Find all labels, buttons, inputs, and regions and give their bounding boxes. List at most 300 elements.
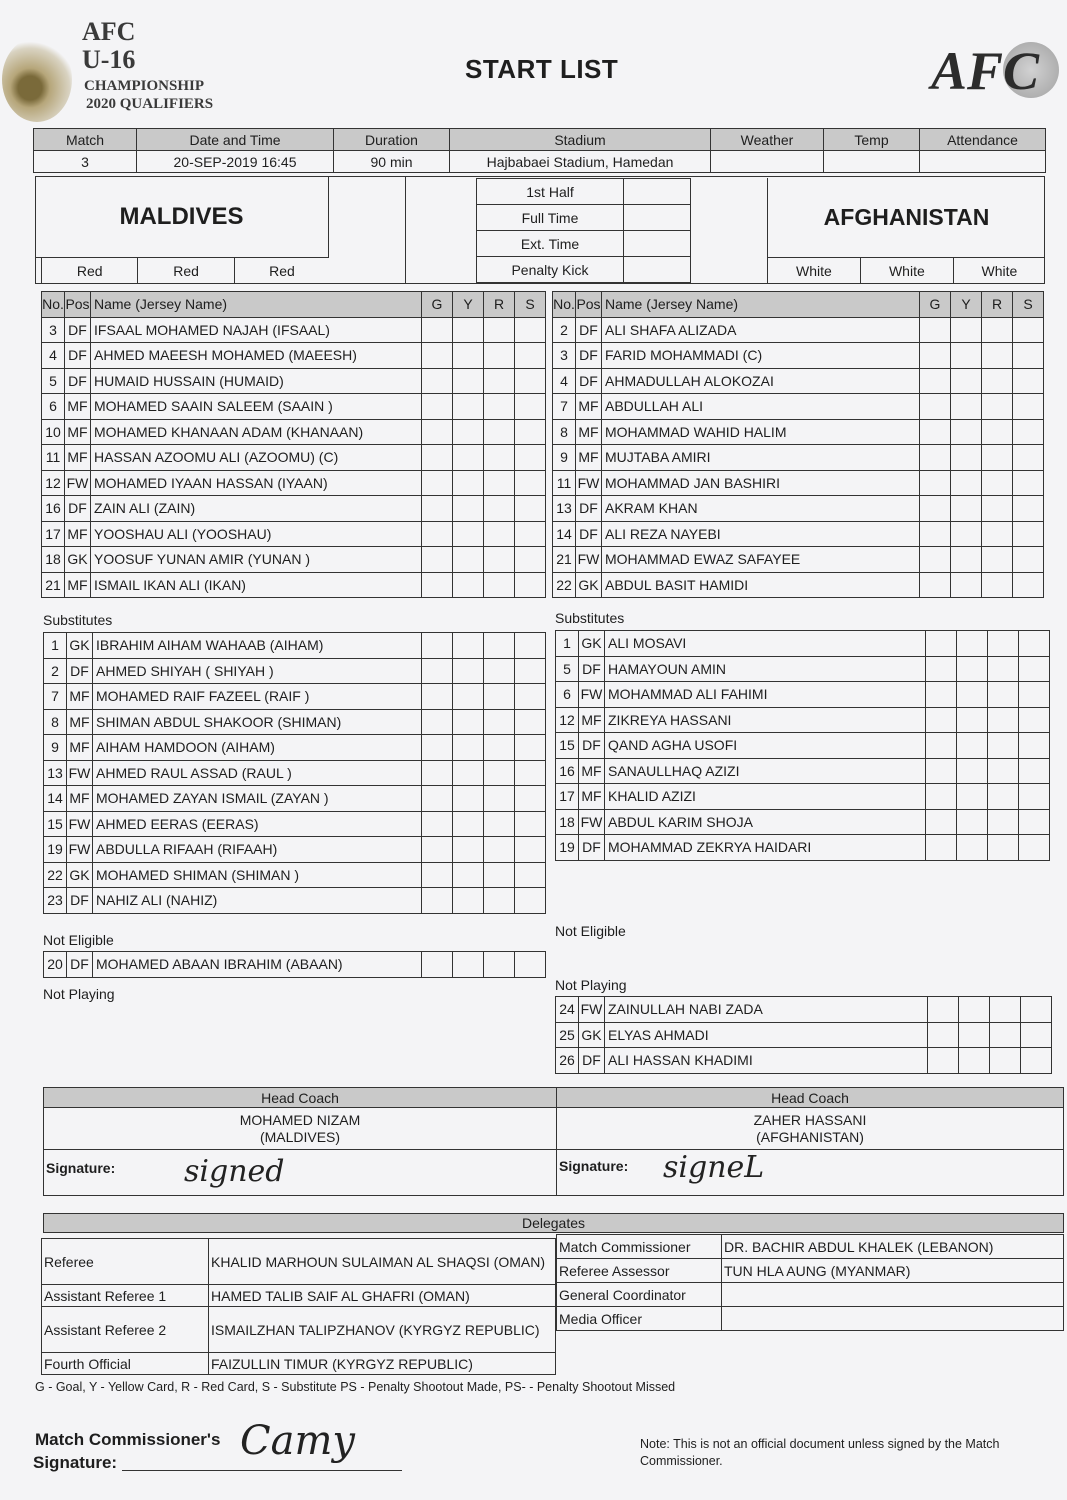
goal-cell [422,888,453,914]
goal-cell [926,809,957,835]
mc-signature-label-2: Signature: [33,1453,118,1472]
match-info-table [33,128,1046,173]
goal-cell [926,682,957,708]
player-name: IBRAHIM AIHAM WAHAAB (AIHAM) [93,633,422,659]
player-number: 19 [44,837,67,863]
red-card-cell [484,521,515,547]
yellow-card-cell [453,521,484,547]
red-card-cell [988,733,1019,759]
afc-logo-text: AFC [931,41,1040,101]
player-number: 9 [44,735,67,761]
player-position: FW [67,837,93,863]
player-name: ABDUL BASIT HAMIDI [602,572,920,598]
substitute-cell [1019,656,1050,682]
player-number: 20 [44,952,67,978]
red-card-cell [484,633,515,659]
player-position: MF [67,684,93,710]
col-header-y: Y [951,292,982,318]
col-header-g: G [920,292,951,318]
home-substitutes-table [43,632,546,914]
player-position: FW [67,811,93,837]
yellow-card-cell [453,658,484,684]
substitute-cell [515,445,546,471]
substitute-cell [515,684,546,710]
player-row [556,707,1050,733]
stadium-header: Stadium [450,129,711,151]
substitute-cell [515,862,546,888]
mc-signature-label-1: Match Commissioner's [35,1430,221,1449]
red-card-cell [982,470,1013,496]
player-number: 5 [556,656,579,682]
player-row [44,888,546,914]
away-signature: signeL [663,1150,765,1185]
player-number: 22 [553,572,576,598]
score-label-ext-time: Ext. Time [477,231,624,257]
player-row [44,709,546,735]
player-row [553,547,1044,573]
away-signature-label: Signature: [559,1158,629,1174]
home-not-eligible-table [43,951,546,978]
ball-emblem-icon [2,37,72,122]
player-name: MOHAMMAD WAHID HALIM [602,419,920,445]
yellow-card-cell [951,470,982,496]
player-row [44,760,546,786]
red-card-cell [484,888,515,914]
logo-line-2: U-16 [82,45,136,74]
goal-cell [422,470,453,496]
yellow-card-cell [951,343,982,369]
yellow-card-cell [957,631,988,657]
goal-cell [926,784,957,810]
mc-signature-line [122,1470,402,1471]
delegates-left-table [41,1238,556,1375]
player-row [553,419,1044,445]
player-position: MF [579,758,605,784]
substitute-cell [515,837,546,863]
delegate-name: KHALID MARHOUN SULAIMAN AL SHAQSI (OMAN) [209,1239,556,1285]
player-position: DF [579,835,605,861]
player-name: AHMADULLAH ALOKOZAI [602,368,920,394]
player-position: MF [65,394,91,420]
substitute-cell [1013,470,1044,496]
red-card-cell [484,394,515,420]
match-temp [824,151,920,173]
player-position: MF [65,572,91,598]
player-number: 21 [553,547,576,573]
player-number: 17 [556,784,579,810]
goal-cell [920,496,951,522]
substitute-cell [1013,343,1044,369]
goal-cell [422,735,453,761]
delegates-right-table [556,1234,1064,1331]
attendance-header: Attendance [920,129,1046,151]
substitute-cell [1013,445,1044,471]
yellow-card-cell [957,835,988,861]
substitute-cell [515,811,546,837]
yellow-card-cell [951,317,982,343]
yellow-card-cell [957,733,988,759]
red-card-cell [982,368,1013,394]
substitute-cell [1021,1048,1052,1074]
yellow-card-cell [951,572,982,598]
player-name: QAND AGHA USOFI [605,733,926,759]
red-card-cell [484,368,515,394]
player-position: FW [576,547,602,573]
red-card-cell [988,631,1019,657]
substitute-cell [1013,317,1044,343]
player-position: MF [67,786,93,812]
player-row [42,445,546,471]
player-position: GK [65,547,91,573]
player-number: 4 [553,368,576,394]
yellow-card-cell [957,758,988,784]
player-row [556,733,1050,759]
delegate-role: Match Commissioner [557,1235,722,1259]
player-name: AKRAM KHAN [602,496,920,522]
player-row [42,368,546,394]
substitute-cell [515,317,546,343]
yellow-card-cell [453,343,484,369]
player-position: MF [579,784,605,810]
substitute-cell [1013,496,1044,522]
yellow-card-cell [453,547,484,573]
goal-cell [422,419,453,445]
substitute-cell [515,419,546,445]
substitute-cell [1019,758,1050,784]
player-row [553,317,1044,343]
player-name: AHMED SHIYAH ( SHIYAH ) [93,658,422,684]
player-position: DF [579,733,605,759]
substitute-cell [515,496,546,522]
player-number: 1 [556,631,579,657]
yellow-card-cell [959,1048,990,1074]
goal-cell [422,952,453,978]
home-starters-table [41,291,546,598]
player-row [44,786,546,812]
duration-header: Duration [334,129,450,151]
col-header-y: Y [453,292,484,318]
yellow-card-cell [951,419,982,445]
red-card-cell [988,784,1019,810]
yellow-card-cell [453,572,484,598]
goal-cell [422,837,453,863]
red-card-cell [484,547,515,573]
home-starters-list [42,317,546,598]
player-row [556,1048,1052,1074]
player-name: ALI HASSAN KHADIMI [605,1048,928,1074]
legend-text: G - Goal, Y - Yellow Card, R - Red Card, S - Substitute PS - Penalty Shootout Made, PS- - Penalty Shootout Missed [35,1380,676,1394]
player-name: YOOSHAU ALI (YOOSHAU) [91,521,422,547]
match-duration: 90 min [334,151,450,173]
player-number: 3 [553,343,576,369]
player-number: 12 [42,470,65,496]
red-card-cell [982,572,1013,598]
substitute-cell [1019,682,1050,708]
substitute-cell [1019,784,1050,810]
player-number: 14 [44,786,67,812]
red-card-cell [484,684,515,710]
substitute-cell [1013,521,1044,547]
yellow-card-cell [453,862,484,888]
player-row [44,684,546,710]
player-position: DF [65,368,91,394]
player-name: ALI REZA NAYEBI [602,521,920,547]
home-team-name: MALDIVES [119,202,244,230]
red-card-cell [988,809,1019,835]
player-number: 17 [42,521,65,547]
player-name: ZAINULLAH NABI ZADA [605,997,928,1023]
player-name: AHMED MAEESH MOHAMED (MAEESH) [91,343,422,369]
player-number: 26 [556,1048,579,1074]
goal-cell [422,368,453,394]
player-name: ABDULLAH ALI [602,394,920,420]
player-number: 21 [42,572,65,598]
player-row [553,368,1044,394]
player-name: AHMED EERAS (EERAS) [93,811,422,837]
goal-cell [928,1022,959,1048]
player-name: ALI MOSAVI [605,631,926,657]
substitute-cell [1019,835,1050,861]
player-number: 6 [556,682,579,708]
player-number: 5 [42,368,65,394]
substitute-cell [1019,707,1050,733]
player-row [42,496,546,522]
player-position: DF [67,888,93,914]
red-card-cell [988,835,1019,861]
away-coach-label: Head Coach [557,1088,1064,1108]
col-header-s: S [515,292,546,318]
away-starters-table [552,291,1044,598]
player-row [42,317,546,343]
player-row [556,784,1050,810]
delegate-name [722,1283,1064,1307]
substitute-cell [1013,572,1044,598]
goal-cell [422,684,453,710]
player-position: FW [576,470,602,496]
substitute-cell [515,394,546,420]
yellow-card-cell [957,656,988,682]
player-name: ALI SHAFA ALIZADA [602,317,920,343]
delegate-name: HAMED TALIB SAIF AL GHAFRI (OMAN) [209,1285,556,1307]
player-row [553,470,1044,496]
delegate-role: General Coordinator [557,1283,722,1307]
player-position: DF [576,368,602,394]
player-position: FW [67,760,93,786]
player-row [553,343,1044,369]
player-row [556,656,1050,682]
substitute-cell [1013,547,1044,573]
player-number: 11 [553,470,576,496]
red-card-cell [988,682,1019,708]
red-card-cell [988,707,1019,733]
goal-cell [926,707,957,733]
player-number: 13 [553,496,576,522]
away-colors [767,258,1045,284]
player-position: GK [579,1022,605,1048]
delegate-name: TUN HLA AUNG (MYANMAR) [722,1259,1064,1283]
red-card-cell [484,496,515,522]
substitute-cell [515,760,546,786]
player-name: MOHAMED IYAAN HASSAN (IYAAN) [91,470,422,496]
player-name: HAMAYOUN AMIN [605,656,926,682]
delegate-role: Assistant Referee 2 [42,1307,209,1353]
player-number: 4 [42,343,65,369]
home-not-playing-label: Not Playing [43,986,115,1002]
yellow-card-cell [453,445,484,471]
player-number: 7 [44,684,67,710]
red-card-cell [982,394,1013,420]
substitute-cell [1013,394,1044,420]
player-name: AHMED RAUL ASSAD (RAUL ) [93,760,422,786]
away-coach-country: (AFGHANISTAN) [756,1128,864,1145]
yellow-card-cell [453,837,484,863]
yellow-card-cell [453,760,484,786]
yellow-card-cell [453,684,484,710]
player-name: AIHAM HAMDOON (AIHAM) [93,735,422,761]
player-row [553,521,1044,547]
yellow-card-cell [957,784,988,810]
player-position: GK [67,633,93,659]
player-row [42,419,546,445]
player-name: MUJTABA AMIRI [602,445,920,471]
delegate-role: Fourth Official [42,1353,209,1375]
player-position: DF [67,952,93,978]
player-row [42,572,546,598]
yellow-card-cell [453,368,484,394]
player-position: MF [576,394,602,420]
player-position: DF [65,343,91,369]
red-card-cell [990,1022,1021,1048]
col-header-pos: Pos [576,292,602,318]
col-header-r: R [982,292,1013,318]
match-number: 3 [34,151,137,173]
player-number: 19 [556,835,579,861]
goal-cell [422,658,453,684]
yellow-card-cell [453,735,484,761]
yellow-card-cell [951,496,982,522]
red-card-cell [484,811,515,837]
red-card-cell [484,709,515,735]
red-card-cell [990,1048,1021,1074]
home-signature-label: Signature: [46,1160,116,1176]
goal-cell [422,633,453,659]
away-not-playing-list [556,997,1052,1074]
player-position: DF [67,658,93,684]
player-name: ZAIN ALI (ZAIN) [91,496,422,522]
substitute-cell [515,633,546,659]
goal-cell [926,758,957,784]
player-number: 25 [556,1022,579,1048]
player-row [44,862,546,888]
col-header-pos: Pos [65,292,91,318]
player-row [44,837,546,863]
player-position: GK [579,631,605,657]
away-not-eligible-label: Not Eligible [555,923,626,939]
red-card-cell [484,317,515,343]
player-name: NAHIZ ALI (NAHIZ) [93,888,422,914]
player-number: 13 [44,760,67,786]
away-team-box [767,178,1045,258]
red-card-cell [982,496,1013,522]
home-not-eligible-label: Not Eligible [43,932,114,948]
away-substitutes-table [555,630,1050,861]
away-color-3: White [953,258,1045,284]
col-header-s: S [1013,292,1044,318]
match-datetime: 20-SEP-2019 16:45 [137,151,334,173]
score-label-full-time: Full Time [477,205,624,231]
player-number: 15 [44,811,67,837]
goal-cell [920,317,951,343]
col-header-no: No. [42,292,65,318]
red-card-cell [484,445,515,471]
red-card-cell [990,997,1021,1023]
home-color-2: Red [138,258,234,284]
player-row [42,394,546,420]
goal-cell [422,343,453,369]
player-number: 10 [42,419,65,445]
goal-cell [422,394,453,420]
goal-cell [422,760,453,786]
red-card-cell [982,317,1013,343]
player-name: ABDUL KARIM SHOJA [605,809,926,835]
home-coach-name: MOHAMED NIZAM [239,1111,361,1128]
player-row [553,572,1044,598]
goal-cell [422,862,453,888]
player-position: DF [579,1048,605,1074]
score-grid [476,178,691,283]
goal-cell [422,709,453,735]
goal-cell [920,368,951,394]
player-number: 18 [556,809,579,835]
player-name: YOOSUF YUNAN AMIR (YUNAN ) [91,547,422,573]
player-name: ISMAIL IKAN ALI (IKAN) [91,572,422,598]
delegate-role: Referee Assessor [557,1259,722,1283]
away-coach-name: ZAHER HASSANI [753,1111,867,1128]
player-name: MOHAMED RAIF FAZEEL (RAIF ) [93,684,422,710]
player-name: MOHAMED SHIMAN (SHIMAN ) [93,862,422,888]
red-card-cell [982,343,1013,369]
player-position: DF [576,496,602,522]
player-row [44,952,546,978]
player-position: FW [579,682,605,708]
red-card-cell [484,786,515,812]
logo-line-4: 2020 QUALIFIERS [86,96,214,112]
goal-cell [928,997,959,1023]
player-number: 8 [44,709,67,735]
player-row [42,343,546,369]
player-name: KHALID AZIZI [605,784,926,810]
substitute-cell [1019,809,1050,835]
player-number: 15 [556,733,579,759]
red-card-cell [988,656,1019,682]
substitute-cell [515,658,546,684]
away-color-1: White [768,258,861,284]
temp-header: Temp [824,129,920,151]
red-card-cell [982,445,1013,471]
goal-cell [920,521,951,547]
delegate-name: DR. BACHIR ABDUL KHALEK (LEBANON) [722,1235,1064,1259]
red-card-cell [484,572,515,598]
red-card-cell [982,547,1013,573]
goal-cell [422,521,453,547]
player-number: 9 [553,445,576,471]
player-number: 2 [553,317,576,343]
substitute-cell [1013,419,1044,445]
match-attendance [920,151,1046,173]
player-row [44,735,546,761]
yellow-card-cell [453,496,484,522]
player-name: HASSAN AZOOMU ALI (AZOOMU) (C) [91,445,422,471]
